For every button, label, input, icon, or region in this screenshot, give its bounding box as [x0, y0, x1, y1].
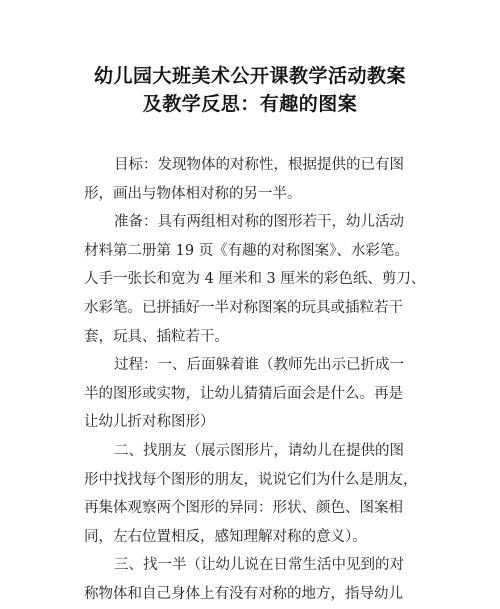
body-line: 形，画出与物体相对称的另一半。 [84, 185, 302, 202]
document-title-line-1: 幼儿园大班美术公开课教学活动教案 [93, 65, 406, 87]
body-line: 过程：一、后面躲着谁（教师先出示已折成一 [114, 357, 404, 374]
body-line: 半的图形或实物，让幼儿猜猜后面会是什么。再是 [84, 385, 403, 402]
body-line: 称物体和自己身体上有没有对称的地方，指导幼儿 [84, 585, 403, 602]
body-line: 形中找找每个图形的朋友，说说它们为什么是朋友， [84, 471, 418, 488]
body-line: 三、找一半（让幼儿说在日常生活中见到的对 [114, 557, 404, 574]
document-title-line-2: 及教学反思：有趣的图案 [142, 93, 358, 115]
body-line: 目标：发现物体的对称性，根据提供的已有图 [114, 157, 404, 173]
body-line: 准备：具有两组相对称的图形若干，幼儿活动 [114, 214, 404, 231]
body-line: 让幼儿折对称图形） [84, 414, 215, 431]
body-line: 套，玩具、插粒若干。 [84, 328, 229, 345]
body-line: 再集体观察两个图形的异同：形状、颜色、图案相 [84, 500, 403, 517]
body-line: 人手一张长和宽为 4 厘米和 3 厘米的彩色纸、剪刀、 [84, 271, 426, 288]
body-line: 水彩笔。已拼插好一半对称图案的玩具或插粒若干 [84, 299, 403, 316]
body-line: 二、找朋友（展示图形片，请幼儿在提供的图 [114, 442, 404, 459]
body-line: 材料第二册第 19 页《有趣的对称图案》、水彩笔。 [84, 242, 409, 259]
document-body [84, 151, 424, 609]
body-line: 同，左右位置相反，感知理解对称的意义）。 [84, 528, 367, 545]
